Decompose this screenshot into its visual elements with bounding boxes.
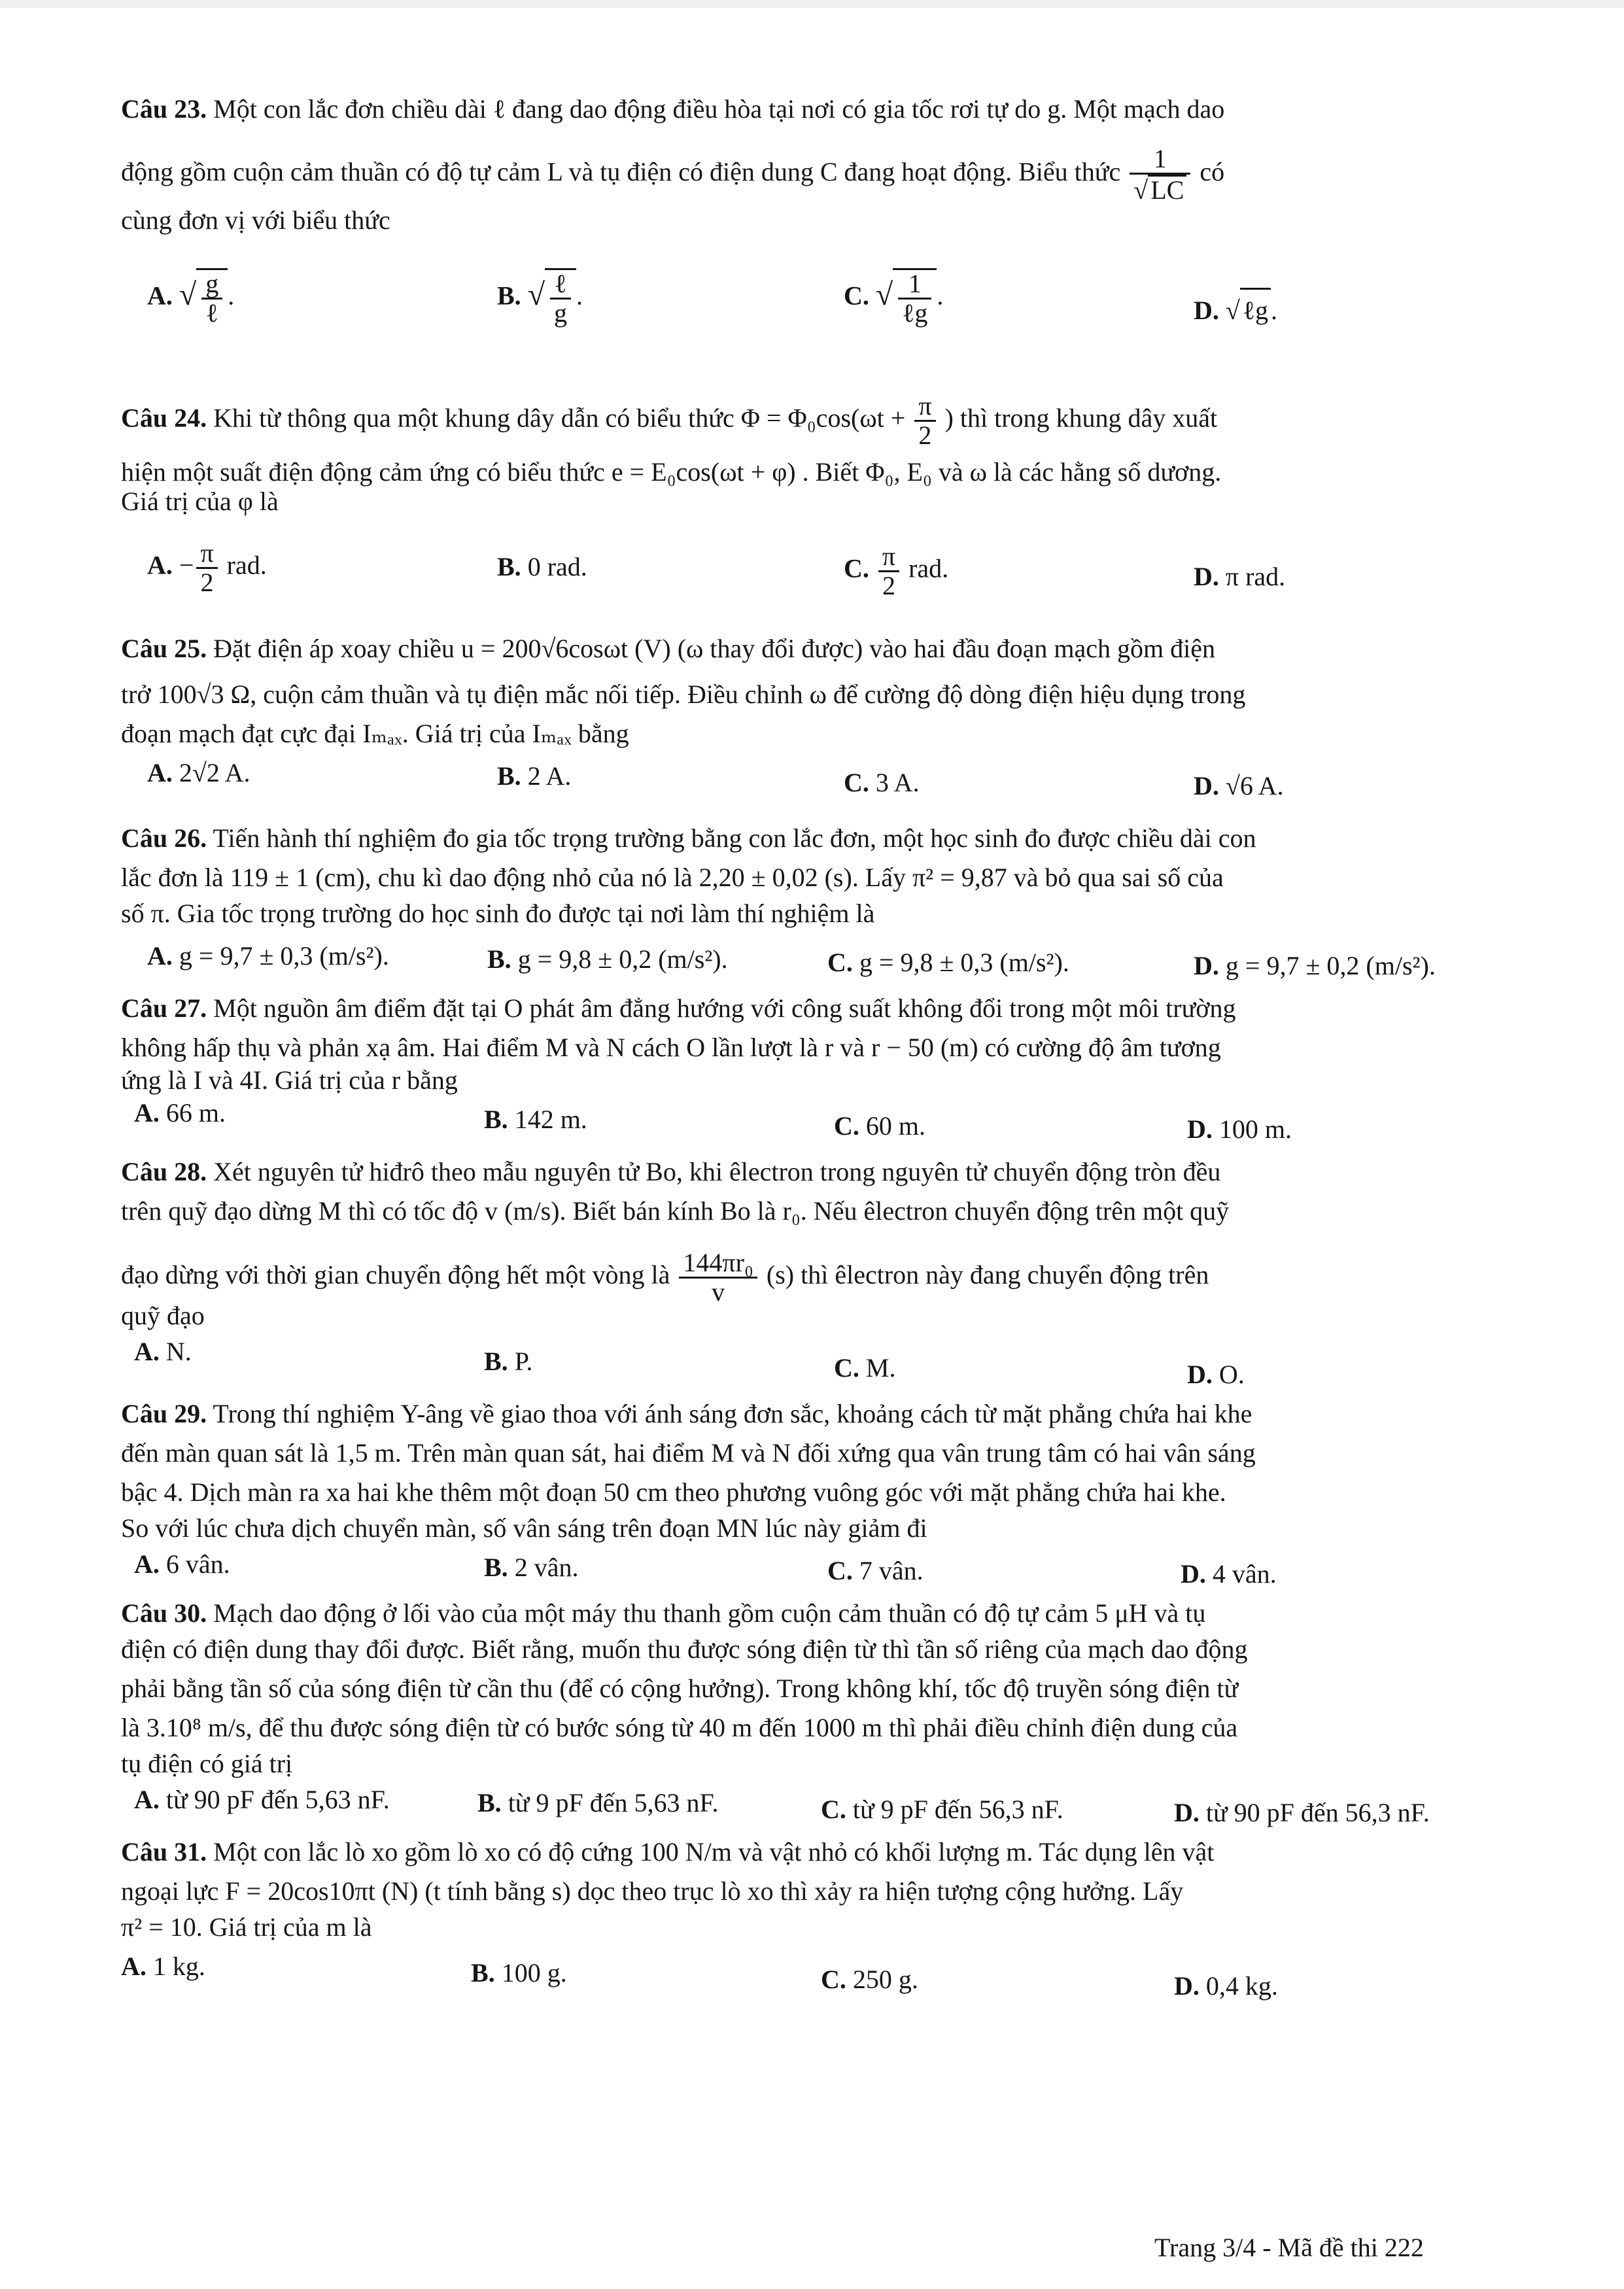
question-text: ứng là I và 4I. Giá trị của r bằng — [121, 1065, 458, 1095]
question-text: Một nguồn âm điểm đặt tại O phát âm đẳng hướng với công suất không đổi trong một môi trường — [213, 993, 1236, 1023]
option-c: C. 250 g. — [821, 1965, 918, 1994]
option-b: B. P. — [484, 1347, 533, 1376]
option-a: A. 2√2 A. — [147, 758, 251, 787]
sqrt-icon — [528, 277, 545, 312]
option-b: B. 100 g. — [471, 1958, 567, 1988]
sqrt-icon — [876, 277, 893, 312]
option-c: C. 7 vân. — [827, 1556, 924, 1585]
expression-fraction — [1130, 145, 1190, 204]
question-label: Câu 28. — [121, 1157, 207, 1186]
question-label: Câu 29. — [121, 1399, 207, 1428]
phase-fraction: $\frac{\pi}{2}$ — [914, 392, 935, 449]
question-text: ) thì trong khung dây xuất — [944, 403, 1218, 433]
question-label: Câu 30. — [121, 1598, 207, 1628]
option-c: C. $\frac{\pi}{2}$ rad. — [844, 542, 949, 600]
question-text: (s) thì êlectron này đang chuyển động trên — [766, 1260, 1209, 1290]
option-d: D. 0,4 kg. — [1174, 1971, 1278, 2001]
question-text: Tiến hành thí nghiệm đo gia tốc trọng trường bằng con lắc đơn, một học sinh đo được chiều dài con — [213, 823, 1256, 853]
option-b: B. 2 vân. — [484, 1553, 579, 1582]
option-d: D. √ ℓg . — [1194, 288, 1277, 332]
option-c: C. từ 9 pF đến 56,3 nF. — [821, 1795, 1063, 1824]
question-text: là 3.10⁸ m/s, để thu được sóng điện từ có bước sóng từ 40 m đến 1000 m thì phải điều chỉnh điện dung của — [121, 1713, 1238, 1742]
option-a: A. g = 9,7 ± 0,3 (m/s²). — [147, 941, 389, 971]
question-label: Câu 27. — [121, 993, 207, 1023]
option-a: A. 66 m. — [134, 1098, 226, 1127]
question-text: cùng đơn vị với biểu thức — [121, 205, 390, 235]
period-fraction: $\frac{\text{144πr₀}}{v}$ — [679, 1249, 757, 1306]
question-text: hiện một suất điện động cảm ứng có biểu thức e = E₀cos(ωt + φ) . Biết Φ₀, E₀ và ω là các hằng số dương. — [121, 457, 1222, 487]
option-c: C. g = 9,8 ± 0,3 (m/s²). — [827, 948, 1069, 977]
question-label: Câu 25. — [121, 634, 207, 663]
option-c: C. 3 A. — [844, 768, 920, 797]
option-a: A. N. — [134, 1337, 192, 1366]
question-text: Trong thí nghiệm Y-âng về giao thoa với ánh sáng đơn sắc, khoảng cách từ mặt phẳng chứa hai khe — [213, 1399, 1253, 1428]
option-a: A. 6 vân. — [134, 1549, 230, 1579]
fraction-denominator: LC — [1148, 175, 1186, 204]
option-b: B. 0 rad. — [497, 552, 587, 581]
option-d: D. từ 90 pF đến 56,3 nF. — [1174, 1798, 1430, 1827]
scan-edge — [0, 0, 1624, 8]
option-b: B. 142 m. — [484, 1105, 587, 1134]
question-text: Xét nguyên tử hiđrô theo mẫu nguyên tử Bo, khi êlectron trong nguyên tử chuyển động tròn đều — [213, 1157, 1221, 1186]
option-d: D. √6 A. — [1194, 771, 1284, 800]
option-b: B. từ 9 pF đến 5,63 nF. — [477, 1788, 719, 1817]
option-d: D. 100 m. — [1187, 1114, 1292, 1144]
question-text: Khi từ thông qua một khung dây dẫn có biểu thức Φ = Φ₀cos(ωt + — [213, 403, 906, 433]
question-text: tụ điện có giá trị — [121, 1749, 293, 1778]
question-text: trên quỹ đạo dừng M thì có tốc độ v (m/s). Biết bán kính Bo là r₀. Nếu êlectron chuyển động trên một quỹ — [121, 1196, 1230, 1226]
question-text: có — [1200, 157, 1225, 187]
question-text: trở 100√3 Ω, cuộn cảm thuần và tụ điện mắc nối tiếp. Điều chỉnh ω để cường độ dòng điện hiệu dụng trong — [121, 680, 1246, 709]
page-footer: Trang 3/4 - Mã đề thi 222 — [1154, 2233, 1424, 2262]
question-text: động gồm cuộn cảm thuần có độ tự cảm L và tụ điện có điện dung C đang hoạt động. Biểu thức — [121, 157, 1121, 187]
question-text: đoạn mạch đạt cực đại Iₘₐₓ. Giá trị của Iₘₐₓ bằng — [121, 719, 629, 748]
question-text: ngoại lực F = 20cos10πt (N) (t tính bằng s) dọc theo trục lò xo thì xảy ra hiện tượng cộng hưởng. Lấy — [121, 1876, 1184, 1906]
option-a: A. − $\frac{\pi}{2}$ rad. — [147, 538, 267, 597]
option-d: D. π rad. — [1194, 562, 1286, 591]
option-a: A. từ 90 pF đến 5,63 nF. — [134, 1785, 390, 1814]
question-text: số π. Gia tốc trọng trường do học sinh đo được tại nơi làm thí nghiệm là — [121, 899, 875, 928]
fraction-numerator: 1 — [1130, 145, 1190, 175]
option-c: C. M. — [834, 1353, 896, 1383]
question-text: Một con lắc đơn chiều dài ℓ đang dao động điều hòa tại nơi có gia tốc rơi tự do g. Một mạch dao — [213, 94, 1225, 124]
sqrt-icon — [1226, 296, 1240, 325]
question-text: quỹ đạo — [121, 1301, 205, 1330]
question-text: điện có điện dung thay đổi được. Biết rằng, muốn thu được sóng điện từ thì tần số riêng của mạch dao động — [121, 1634, 1248, 1664]
question-label: Câu 24. — [121, 403, 207, 433]
option-c: C. √ $\frac{1}{\text{ℓg}}$ . — [844, 268, 943, 327]
question-text: Đặt điện áp xoay chiều u = 200√6cosωt (V) (ω thay đổi được) vào hai đầu đoạn mạch gồm điện — [213, 634, 1215, 663]
question-text: lắc đơn là 119 ± 1 (cm), chu kì dao động nhỏ của nó là 2,20 ± 0,02 (s). Lấy π² = 9,87 và bỏ qua sai số của — [121, 863, 1224, 892]
question-text: không hấp thụ và phản xạ âm. Hai điểm M và N cách O lần lượt là r và r − 50 (m) có cường độ âm tương — [121, 1033, 1221, 1062]
option-d: D. O. — [1187, 1360, 1245, 1389]
question-text: Một con lắc lò xo gồm lò xo có độ cứng 100 N/m và vật nhỏ có khối lượng m. Tác dụng lên vật — [213, 1837, 1215, 1867]
option-c: C. 60 m. — [834, 1111, 926, 1141]
question-text: So với lúc chưa dịch chuyển màn, số vân sáng trên đoạn MN lúc này giảm đi — [121, 1513, 927, 1543]
question-text: bậc 4. Dịch màn ra xa hai khe thêm một đoạn 50 cm theo phương vuông góc với mặt phẳng chứa hai khe. — [121, 1477, 1226, 1507]
question-label: Câu 31. — [121, 1837, 207, 1867]
question-text: π² = 10. Giá trị của m là — [121, 1912, 372, 1942]
option-b: B. 2 A. — [497, 761, 572, 791]
question-text: Giá trị của φ là — [121, 487, 279, 516]
option-a: A. √ $\frac{g}{\text{ℓ}}$ . — [147, 268, 234, 327]
option-a: A. 1 kg. — [121, 1952, 205, 1981]
option-d: D. g = 9,7 ± 0,2 (m/s²). — [1194, 951, 1436, 980]
option-d: D. 4 vân. — [1181, 1559, 1277, 1589]
option-b: B. √ $\frac{\text{ℓ}}{g}$ . — [497, 268, 583, 327]
question-text: đến màn quan sát là 1,5 m. Trên màn quan sát, hai điểm M và N đối xứng qua vân trung tâm có hai vân sáng — [121, 1438, 1256, 1468]
question-label: Câu 23. — [121, 94, 207, 124]
question-label: Câu 26. — [121, 823, 207, 853]
sqrt-icon — [179, 277, 196, 312]
option-b: B. g = 9,8 ± 0,2 (m/s²). — [487, 944, 728, 974]
question-text: đạo dừng với thời gian chuyển động hết một vòng là — [121, 1260, 670, 1290]
question-text: Mạch dao động ở lối vào của một máy thu thanh gồm cuộn cảm thuần có độ tự cảm 5 μH và tụ — [213, 1598, 1206, 1628]
question-text: phải bằng tần số của sóng điện từ cần thu (để có cộng hưởng). Trong không khí, tốc độ truyền sóng điện từ — [121, 1674, 1239, 1703]
